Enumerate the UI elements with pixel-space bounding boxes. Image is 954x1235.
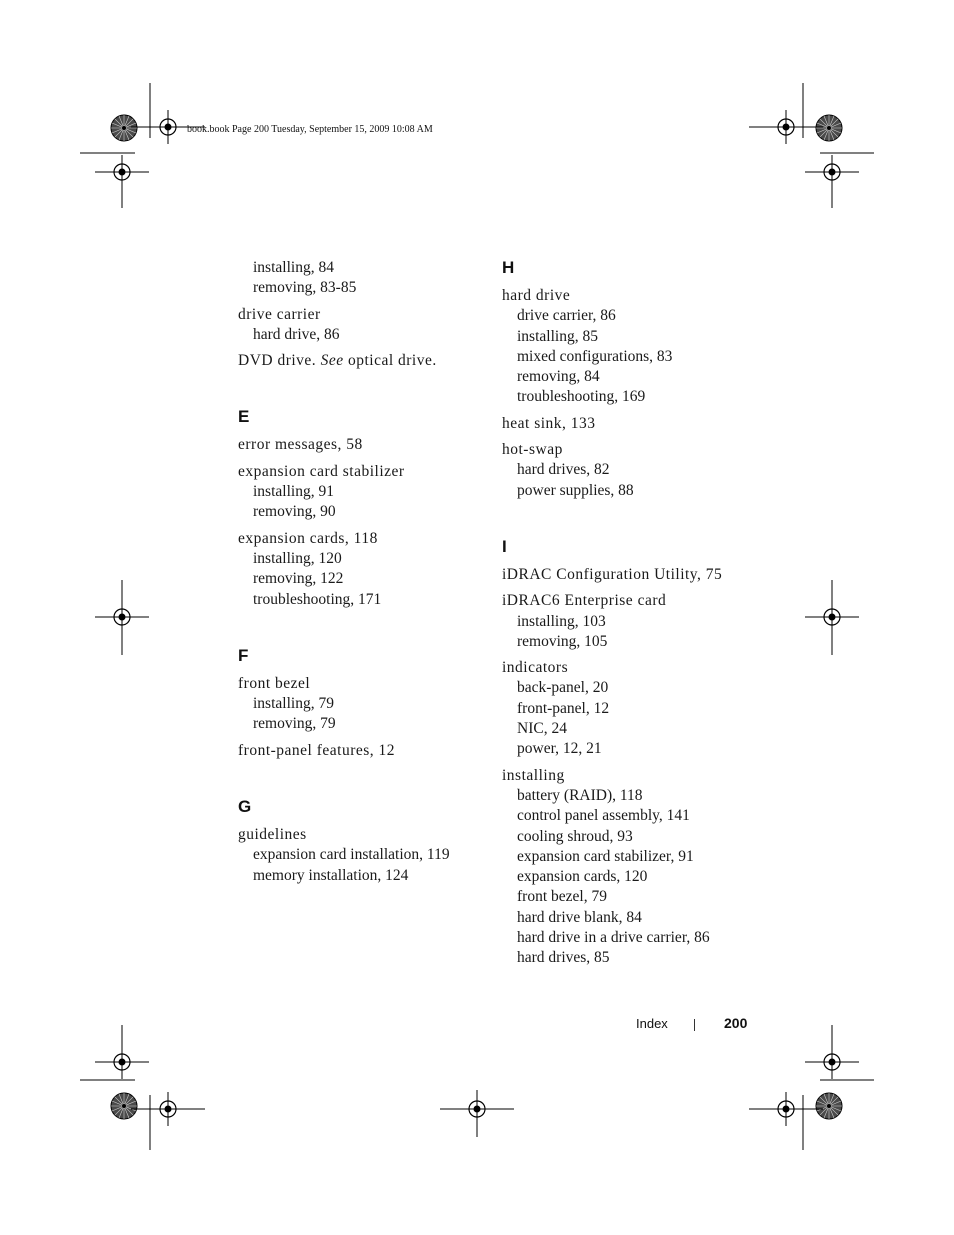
index-subentry: hard drives, 85 <box>517 949 610 967</box>
index-subentry: installing, 84 <box>253 259 334 276</box>
index-subentry: hard drive blank, 84 <box>517 908 642 926</box>
index-letter-heading: I <box>502 536 507 556</box>
index-entry <box>238 435 488 455</box>
index-term-text: DVD drive. <box>238 352 321 370</box>
index-subentry: control panel assembly, 141 <box>517 807 690 825</box>
index-main-term: hard drive <box>502 287 571 304</box>
index-subentry: removing, 84 <box>517 368 600 386</box>
index-subentry: NIC, 24 <box>517 720 567 738</box>
index-subentry: removing, 90 <box>253 503 336 521</box>
index-subentry: power supplies, 88 <box>517 481 634 499</box>
index-letter-heading: G <box>238 797 252 817</box>
index-letter-heading: H <box>502 258 515 277</box>
index-main-term: guidelines <box>238 826 307 844</box>
index-subentry: troubleshooting, 169 <box>517 388 646 406</box>
index-entry <box>238 258 488 299</box>
index-subentry: expansion cards, 120 <box>517 868 648 886</box>
index-main-term: error messages, 58 <box>238 436 363 454</box>
index-main-term <box>238 351 488 371</box>
footer-section-label: Index <box>636 1016 668 1031</box>
print-slug-header: book.book Page 200 Tuesday, September 15, 2009 10:08 AM <box>187 124 433 135</box>
index-subentry: front-panel, 12 <box>517 699 610 717</box>
index-entry <box>502 565 762 585</box>
index-subentry: cooling shroud, 93 <box>517 827 633 845</box>
index-subentry: installing, 103 <box>517 612 606 630</box>
index-entry <box>238 529 488 610</box>
index-subentry: front bezel, 79 <box>517 888 607 906</box>
index-subentry: expansion card stabilizer, 91 <box>517 847 694 865</box>
index-subentry: battery (RAID), 118 <box>517 786 643 804</box>
index-main-term: drive carrier <box>238 305 321 323</box>
index-main-term: expansion cards, 118 <box>238 529 378 547</box>
index-letter-heading: F <box>238 645 249 665</box>
index-subentry: power, 12, 21 <box>517 740 602 758</box>
index-main-term: heat sink, 133 <box>502 414 596 432</box>
index-entry <box>238 305 488 346</box>
index-entry <box>238 674 488 735</box>
index-subentry: expansion card installation, 119 <box>253 846 450 864</box>
index-main-term: expansion card stabilizer <box>238 462 405 480</box>
index-letter-heading: E <box>238 407 250 427</box>
index-subentry: hard drive, 86 <box>253 325 340 343</box>
index-entry <box>502 440 762 501</box>
index-subentry: removing, 122 <box>253 570 344 588</box>
index-main-term: indicators <box>502 659 569 677</box>
index-subentry: troubleshooting, 171 <box>253 590 382 608</box>
index-entry <box>502 286 762 408</box>
index-column-left <box>238 258 488 892</box>
footer-page-number: 200 <box>724 1015 748 1031</box>
index-subentry: removing, 79 <box>253 715 336 733</box>
index-term-text: optical drive. <box>343 352 437 370</box>
index-entry <box>502 591 762 652</box>
index-main-term: front bezel <box>238 674 311 692</box>
index-main-term: installing <box>502 766 565 784</box>
index-subentry: removing, 83-85 <box>253 279 357 297</box>
index-entry <box>238 351 488 371</box>
index-subentry: installing, 91 <box>253 483 334 501</box>
index-column-right <box>502 258 762 975</box>
index-subentry: memory installation, 124 <box>253 866 409 884</box>
index-entry <box>238 825 488 886</box>
index-subentry: installing, 79 <box>253 695 334 713</box>
index-entry <box>502 766 762 969</box>
index-subentry: drive carrier, 86 <box>517 307 616 325</box>
index-subentry: installing, 85 <box>517 327 598 345</box>
index-main-term: iDRAC Configuration Utility, 75 <box>502 565 723 583</box>
index-main-term: iDRAC6 Enterprise card <box>502 592 667 610</box>
index-main-term: hot-swap <box>502 441 563 459</box>
index-entry <box>502 414 762 434</box>
index-subentry: removing, 105 <box>517 632 608 650</box>
index-subentry: hard drive in a drive carrier, 86 <box>517 929 710 947</box>
index-entry <box>502 658 762 759</box>
index-main-term: front-panel features, 12 <box>238 741 396 759</box>
see-reference: See <box>320 352 344 370</box>
index-entry <box>238 741 488 761</box>
index-subentry: back-panel, 20 <box>517 679 609 697</box>
index-entry <box>238 462 488 523</box>
index-subentry: mixed configurations, 83 <box>517 347 673 365</box>
index-subentry: hard drives, 82 <box>517 461 610 479</box>
index-subentry: installing, 120 <box>253 549 342 567</box>
footer-divider <box>694 1019 695 1031</box>
